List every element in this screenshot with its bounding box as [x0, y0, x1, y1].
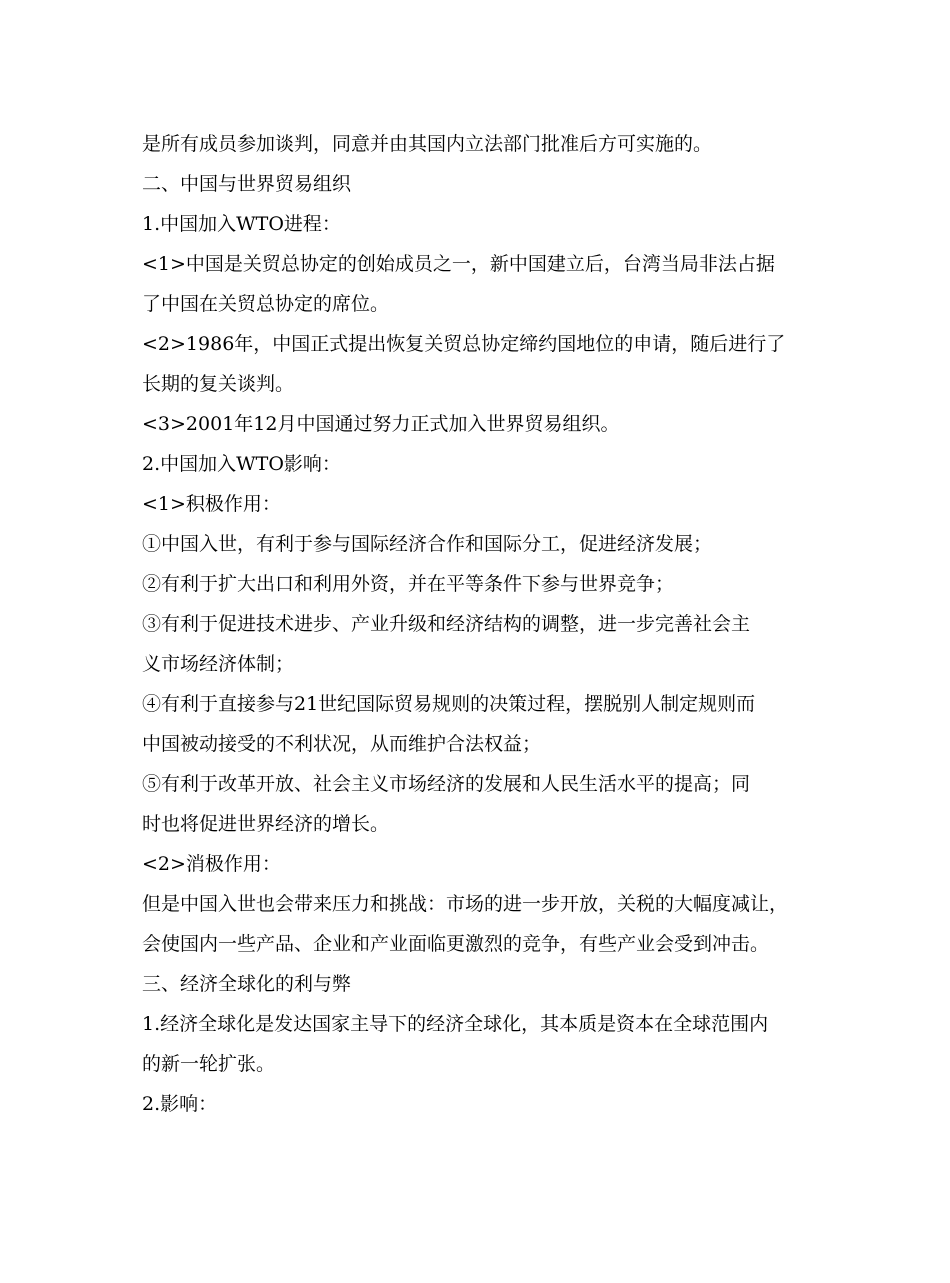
- text-line: <2>消极作用：: [142, 853, 281, 875]
- text-line: 时也将促进世界经济的增长。: [142, 813, 390, 835]
- subsection-heading: 1.中国加入WTO进程：: [142, 213, 341, 235]
- list-item: ①中国入世，有利于参与国际经济合作和国际分工，促进经济发展；: [142, 533, 713, 555]
- text-line: 义市场经济体制；: [142, 653, 295, 675]
- text-line: <1>中国是关贸总协定的创始成员之一，新中国建立后，台湾当局非法占据: [142, 253, 775, 275]
- text-line: 会使国内一些产品、企业和产业面临更激烈的竞争，有些产业会受到冲击。: [142, 933, 770, 955]
- section-heading: 三、经济全球化的利与弊: [142, 973, 352, 995]
- text-line: 了中国在关贸总协定的席位。: [142, 293, 390, 315]
- text-line: <1>积极作用：: [142, 493, 281, 515]
- subsection-heading: 2.中国加入WTO影响：: [142, 453, 341, 475]
- text-line: 长期的复关谈判。: [142, 373, 295, 395]
- section-heading: 二、中国与世界贸易组织: [142, 173, 352, 195]
- text-line: 但是中国入世也会带来压力和挑战：市场的进一步开放，关税的大幅度减让，: [142, 893, 789, 915]
- text-line: 的新一轮扩张。: [142, 1053, 276, 1075]
- subsection-heading: 2.影响：: [142, 1093, 218, 1115]
- text-line: 中国被动接受的不利状况，从而维护合法权益；: [142, 733, 542, 755]
- text-line: 是所有成员参加谈判，同意并由其国内立法部门批准后方可实施的。: [142, 133, 713, 155]
- list-item: ④有利于直接参与21世纪国际贸易规则的决策过程，摆脱别人制定规则而: [142, 693, 756, 715]
- text-line: <3>2001年12月中国通过努力正式加入世界贸易组织。: [142, 413, 620, 435]
- text-line: <2>1986年，中国正式提出恢复关贸总协定缔约国地位的申请，随后进行了: [142, 333, 786, 355]
- text-line: 1.经济全球化是发达国家主导下的经济全球化，其本质是资本在全球范围内: [142, 1013, 769, 1035]
- list-item: ②有利于扩大出口和利用外资，并在平等条件下参与世界竞争；: [142, 573, 675, 595]
- list-item: ③有利于促进技术进步、产业升级和经济结构的调整，进一步完善社会主: [142, 613, 751, 635]
- list-item: ⑤有利于改革开放、社会主义市场经济的发展和人民生活水平的提高；同: [142, 773, 751, 795]
